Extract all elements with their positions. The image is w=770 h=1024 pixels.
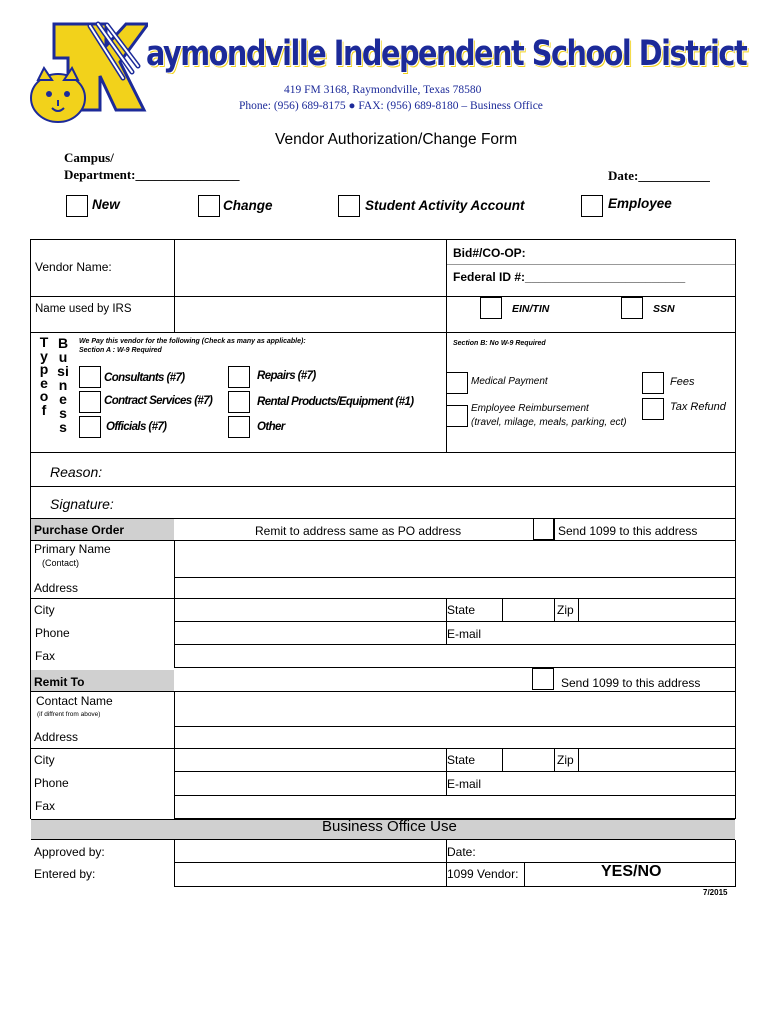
section-a-heading: We Pay this vendor for the following (Check as many as applicable): (79, 338, 306, 345)
vendor-name-input[interactable] (175, 240, 446, 296)
district-address: 419 FM 3168, Raymondville, Texas 78580 (284, 84, 482, 96)
signature-label: Signature: (50, 496, 114, 512)
remit-state-label: State (447, 753, 476, 767)
new-checkbox[interactable] (66, 195, 88, 217)
officials-label: Officials (#7) (106, 421, 167, 433)
remit-email-label: E-mail (447, 777, 482, 791)
remit-diff-note: (if diffrent from above) (37, 711, 101, 718)
po-state-input[interactable] (504, 600, 553, 620)
page-title: Vendor Authorization/Change Form (275, 131, 518, 148)
po-phone-input[interactable] (176, 623, 445, 643)
remit-phone-input[interactable] (176, 773, 445, 794)
student-activity-label: Student Activity Account (365, 198, 525, 213)
tax-refund-checkbox[interactable] (642, 398, 664, 420)
remit-fax-label: Fax (35, 799, 56, 813)
approved-by-input[interactable] (176, 842, 445, 861)
po-city-input[interactable] (176, 600, 445, 620)
remit-state-input[interactable] (504, 750, 553, 770)
ein-checkbox[interactable] (480, 297, 502, 319)
irs-name-input[interactable] (175, 297, 446, 332)
remit-fax-input[interactable] (176, 797, 734, 817)
bid-label: Bid#/CO-OP: (453, 246, 526, 260)
federal-id-field[interactable]: Federal ID #:________________________ (453, 270, 686, 284)
district-logo (28, 18, 148, 128)
vendor-name-label: Vendor Name: (35, 260, 112, 274)
change-checkbox[interactable] (198, 195, 220, 217)
fees-checkbox[interactable] (642, 372, 664, 394)
po-send-1099-label: Send 1099 to this address (558, 524, 698, 538)
employee-reimbursement-label: Employee Reimbursement (471, 403, 589, 414)
entered-by-label: Entered by: (34, 867, 96, 881)
contract-services-checkbox[interactable] (79, 391, 101, 413)
other-checkbox[interactable] (228, 416, 250, 438)
remit-contact-name-input[interactable] (176, 693, 734, 725)
remit-zip-input[interactable] (580, 750, 734, 770)
po-contact-note: (Contact) (42, 558, 80, 568)
irs-name-label: Name used by IRS (35, 303, 132, 315)
remit-same-label: Remit to address same as PO address (255, 524, 462, 538)
repairs-checkbox[interactable] (228, 366, 250, 388)
rental-checkbox[interactable] (228, 391, 250, 413)
type-of-label: Type of (39, 334, 52, 418)
remit-same-checkbox[interactable] (533, 518, 554, 540)
business-label: Business (57, 335, 69, 435)
po-primary-name-input[interactable] (176, 542, 734, 576)
student-activity-checkbox[interactable] (338, 195, 360, 217)
po-fax-input[interactable] (176, 646, 734, 666)
remit-to-heading: Remit To (34, 675, 85, 689)
po-fax-label: Fax (35, 649, 56, 663)
remit-send-1099-label: Send 1099 to this address (561, 676, 701, 690)
date-field[interactable]: Date:___________ (608, 168, 710, 183)
signature-input[interactable] (125, 488, 730, 516)
po-phone-label: Phone (35, 626, 70, 640)
remit-email-input[interactable] (502, 773, 734, 794)
campus-label: Campus/ (64, 150, 114, 165)
purchase-order-heading: Purchase Order (34, 523, 125, 537)
po-zip-input[interactable] (580, 600, 734, 620)
other-label: Other (257, 421, 285, 433)
po-state-label: State (447, 603, 476, 617)
new-label: New (92, 197, 120, 212)
po-email-label: E-mail (447, 627, 482, 641)
po-primary-name-label: Primary Name (34, 542, 111, 556)
entered-by-input[interactable] (176, 864, 445, 885)
office-date-label: Date: (447, 845, 476, 859)
po-email-input[interactable] (502, 623, 734, 643)
remit-address-input[interactable] (176, 728, 734, 747)
ein-label: EIN/TIN (512, 303, 550, 315)
approved-by-label: Approved by: (34, 845, 105, 859)
employee-reimbursement-checkbox[interactable] (446, 405, 468, 427)
remit-city-input[interactable] (176, 750, 445, 770)
tax-refund-label: Tax Refund (670, 401, 726, 413)
employee-label: Employee (608, 196, 672, 211)
employee-reimbursement-note: (travel, milage, meals, parking, ect) (471, 417, 627, 428)
consultants-checkbox[interactable] (79, 366, 101, 388)
remit-zip-label: Zip (557, 753, 574, 767)
officials-checkbox[interactable] (79, 416, 101, 438)
district-name: aymondville Independent School District (146, 34, 747, 74)
repairs-label: Repairs (#7) (257, 370, 316, 382)
consultants-label: Consultants (#7) (104, 372, 185, 384)
vendor-1099-label: 1099 Vendor: (447, 867, 519, 881)
fees-label: Fees (670, 376, 695, 388)
remit-send-1099-checkbox[interactable] (532, 668, 554, 690)
section-a-note: Section A : W-9 Required (79, 347, 162, 354)
business-office-heading: Business Office Use (322, 818, 457, 835)
district-contact: Phone: (956) 689-8175 ● FAX: (956) 689-8180 – Business Office (239, 100, 543, 112)
rental-label: Rental Products/Equipment (#1) (257, 396, 414, 408)
ssn-checkbox[interactable] (621, 297, 643, 319)
employee-checkbox[interactable] (581, 195, 603, 217)
contract-services-label: Contract Services (#7) (104, 395, 213, 407)
section-b-heading: Section B: No W-9 Required (453, 340, 546, 347)
remit-phone-label: Phone (34, 776, 69, 790)
remit-contact-name-label: Contact Name (36, 694, 113, 708)
yes-no-option[interactable]: YES/NO (601, 863, 662, 880)
remit-city-label: City (34, 753, 55, 767)
remit-address-label: Address (34, 730, 79, 744)
po-address-input[interactable] (176, 579, 734, 597)
change-label: Change (223, 198, 273, 213)
reason-input[interactable] (110, 455, 730, 485)
department-field[interactable]: Department:________________ (64, 167, 240, 182)
po-zip-label: Zip (557, 603, 574, 617)
po-address-label: Address (34, 581, 79, 595)
reason-label: Reason: (50, 464, 103, 480)
medical-payment-label: Medical Payment (471, 376, 548, 387)
ssn-label: SSN (653, 303, 675, 315)
po-city-label: City (34, 603, 55, 617)
form-revision-date: 7/2015 (703, 888, 728, 897)
office-date-input[interactable] (490, 842, 734, 861)
medical-payment-checkbox[interactable] (446, 372, 468, 394)
